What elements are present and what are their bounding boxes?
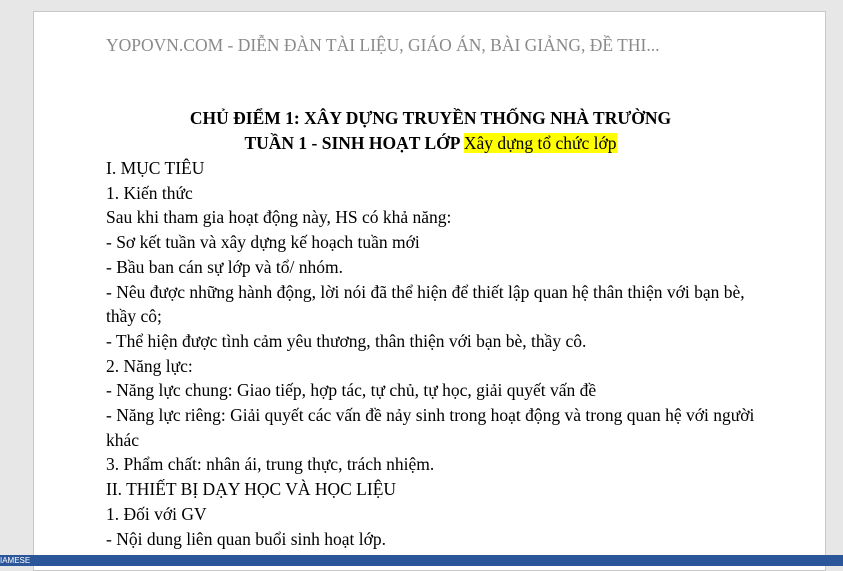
- subheading-nang-luc: 2. Năng lực:: [106, 355, 193, 376]
- heading-muc-tieu: I. MỤC TIÊU: [106, 158, 205, 178]
- title-line-2-text: TUẦN 1 - SINH HOẠT LỚP: [244, 133, 460, 153]
- list-item: - Sơ kết tuần và xây dựng kế hoạch tuần mới: [106, 232, 420, 253]
- title-line-2: [34, 133, 827, 154]
- highlighted-text: Xây dựng tổ chức lớp: [463, 133, 617, 153]
- list-item: - Thể hiện được tình cảm yêu thương, thân thiện với bạn bè, thầy cô.: [106, 330, 587, 351]
- subheading-doi-voi-gv: 1. Đối với GV: [106, 503, 207, 524]
- list-item: - Năng lực chung: Giao tiếp, hợp tác, tự chủ, tự học, giải quyết vấn đề: [106, 380, 597, 401]
- heading-thiet-bi: II. THIẾT BỊ DẠY HỌC VÀ HỌC LIỆU: [106, 479, 397, 500]
- list-item: - Bầu ban cán sự lớp và tổ/ nhóm.: [106, 256, 343, 277]
- status-bar: [0, 555, 843, 566]
- page-header: YOPOVN.COM - DIỄN ĐÀN TÀI LIỆU, GIÁO ÁN, BÀI GIẢNG, ĐỀ THI...: [106, 35, 660, 55]
- paragraph: Sau khi tham gia hoạt động này, HS có khả năng:: [106, 207, 452, 228]
- status-bar-text: IAMESE: [0, 556, 31, 565]
- list-item: - Năng lực riêng: Giải quyết các vấn đề nảy sinh trong hoạt động và trong quan hệ với người khác: [106, 405, 755, 450]
- list-item: - Nội dung liên quan buổi sinh hoạt lớp.: [106, 528, 386, 549]
- document-body[interactable]: [106, 156, 756, 551]
- title-line-1: CHỦ ĐIỂM 1: XÂY DỰNG TRUYỀN THỐNG NHÀ TRƯỜNG: [189, 108, 672, 128]
- subheading-kien-thuc: 1. Kiến thức: [106, 182, 193, 203]
- list-item: - Nêu được những hành động, lời nói đã thể hiện để thiết lập quan hệ thân thiện với bạn bè, thầy cô;: [106, 281, 745, 327]
- document-page[interactable]: [33, 11, 826, 571]
- subheading-pham-chat: 3. Phẩm chất: nhân ái, trung thực, trách nhiệm.: [106, 454, 435, 475]
